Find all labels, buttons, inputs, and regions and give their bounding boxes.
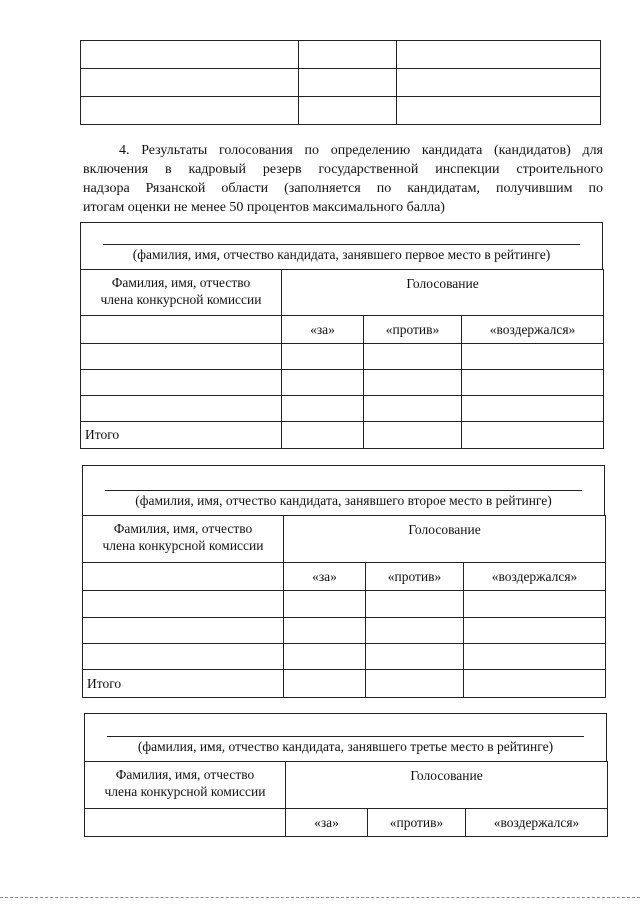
table-subheader-row [81,316,604,344]
table-total-row [83,670,606,698]
candidate-name-line [103,244,580,245]
paragraph-line: итогам оценки не менее 50 процентов максимального балла) [83,200,445,215]
vote-for-header: «за» [284,563,366,591]
vote-against-header: «против» [366,563,464,591]
vote-abstain-header: «воздержался» [464,563,606,591]
vote-header: Голосование [282,270,604,316]
candidate-name-line [107,736,584,737]
table-row [81,97,601,125]
table-header-row [81,270,604,316]
member-name-header: Фамилия, имя, отчество члена конкурсной комиссии [85,762,286,809]
section-4-paragraph [83,141,603,217]
table-row [81,69,601,97]
vote-block-first-place [80,222,603,449]
previous-section-table [80,40,601,125]
page-bottom-divider [0,897,640,898]
candidate-caption: (фамилия, имя, отчество кандидата, занявшего первое место в рейтинге) [132,247,551,262]
paragraph-line: включения в кадровый резерв государственной инспекции строительного [83,162,603,177]
vote-for-header: «за» [286,809,368,837]
vote-against-header: «против» [368,809,466,837]
table-row [81,41,601,69]
table-header-row [85,762,608,809]
table-row [83,618,606,644]
vote-table [80,269,604,449]
candidate-caption: (фамилия, имя, отчество кандидата, занявшего второе место в рейтинге) [135,493,552,508]
paragraph-line: надзора Рязанской области (заполняется по кандидатам, получившим по [83,181,603,196]
table-row [81,344,604,370]
candidate-name-line [105,490,582,491]
vote-block-second-place [82,465,605,698]
table-header-row [83,516,606,563]
table-row [83,591,606,618]
member-name-header: Фамилия, имя, отчество члена конкурсной комиссии [83,516,284,563]
table-row [83,644,606,670]
table-total-row [81,422,604,449]
vote-table [84,761,608,837]
total-label: Итого [81,422,282,449]
table-subheader-row [85,809,608,837]
member-name-header: Фамилия, имя, отчество члена конкурсной комиссии [81,270,282,316]
vote-block-third-place [84,713,607,837]
candidate-name-box[interactable] [82,465,605,515]
vote-table [82,515,606,698]
total-label: Итого [83,670,284,698]
vote-header: Голосование [286,762,608,809]
vote-against-header: «против» [364,316,462,344]
table-subheader-row [83,563,606,591]
table-row [81,370,604,396]
vote-for-header: «за» [282,316,364,344]
table-row [81,396,604,422]
candidate-name-box[interactable] [80,222,603,269]
vote-abstain-header: «воздержался» [462,316,604,344]
paragraph-line: 4. Результаты голосования по определению кандидата (кандидатов) для [119,143,603,158]
candidate-name-box[interactable] [84,713,607,761]
candidate-caption: (фамилия, имя, отчество кандидата, занявшего третье место в рейтинге) [137,739,554,754]
vote-header: Голосование [284,516,606,563]
vote-abstain-header: «воздержался» [466,809,608,837]
